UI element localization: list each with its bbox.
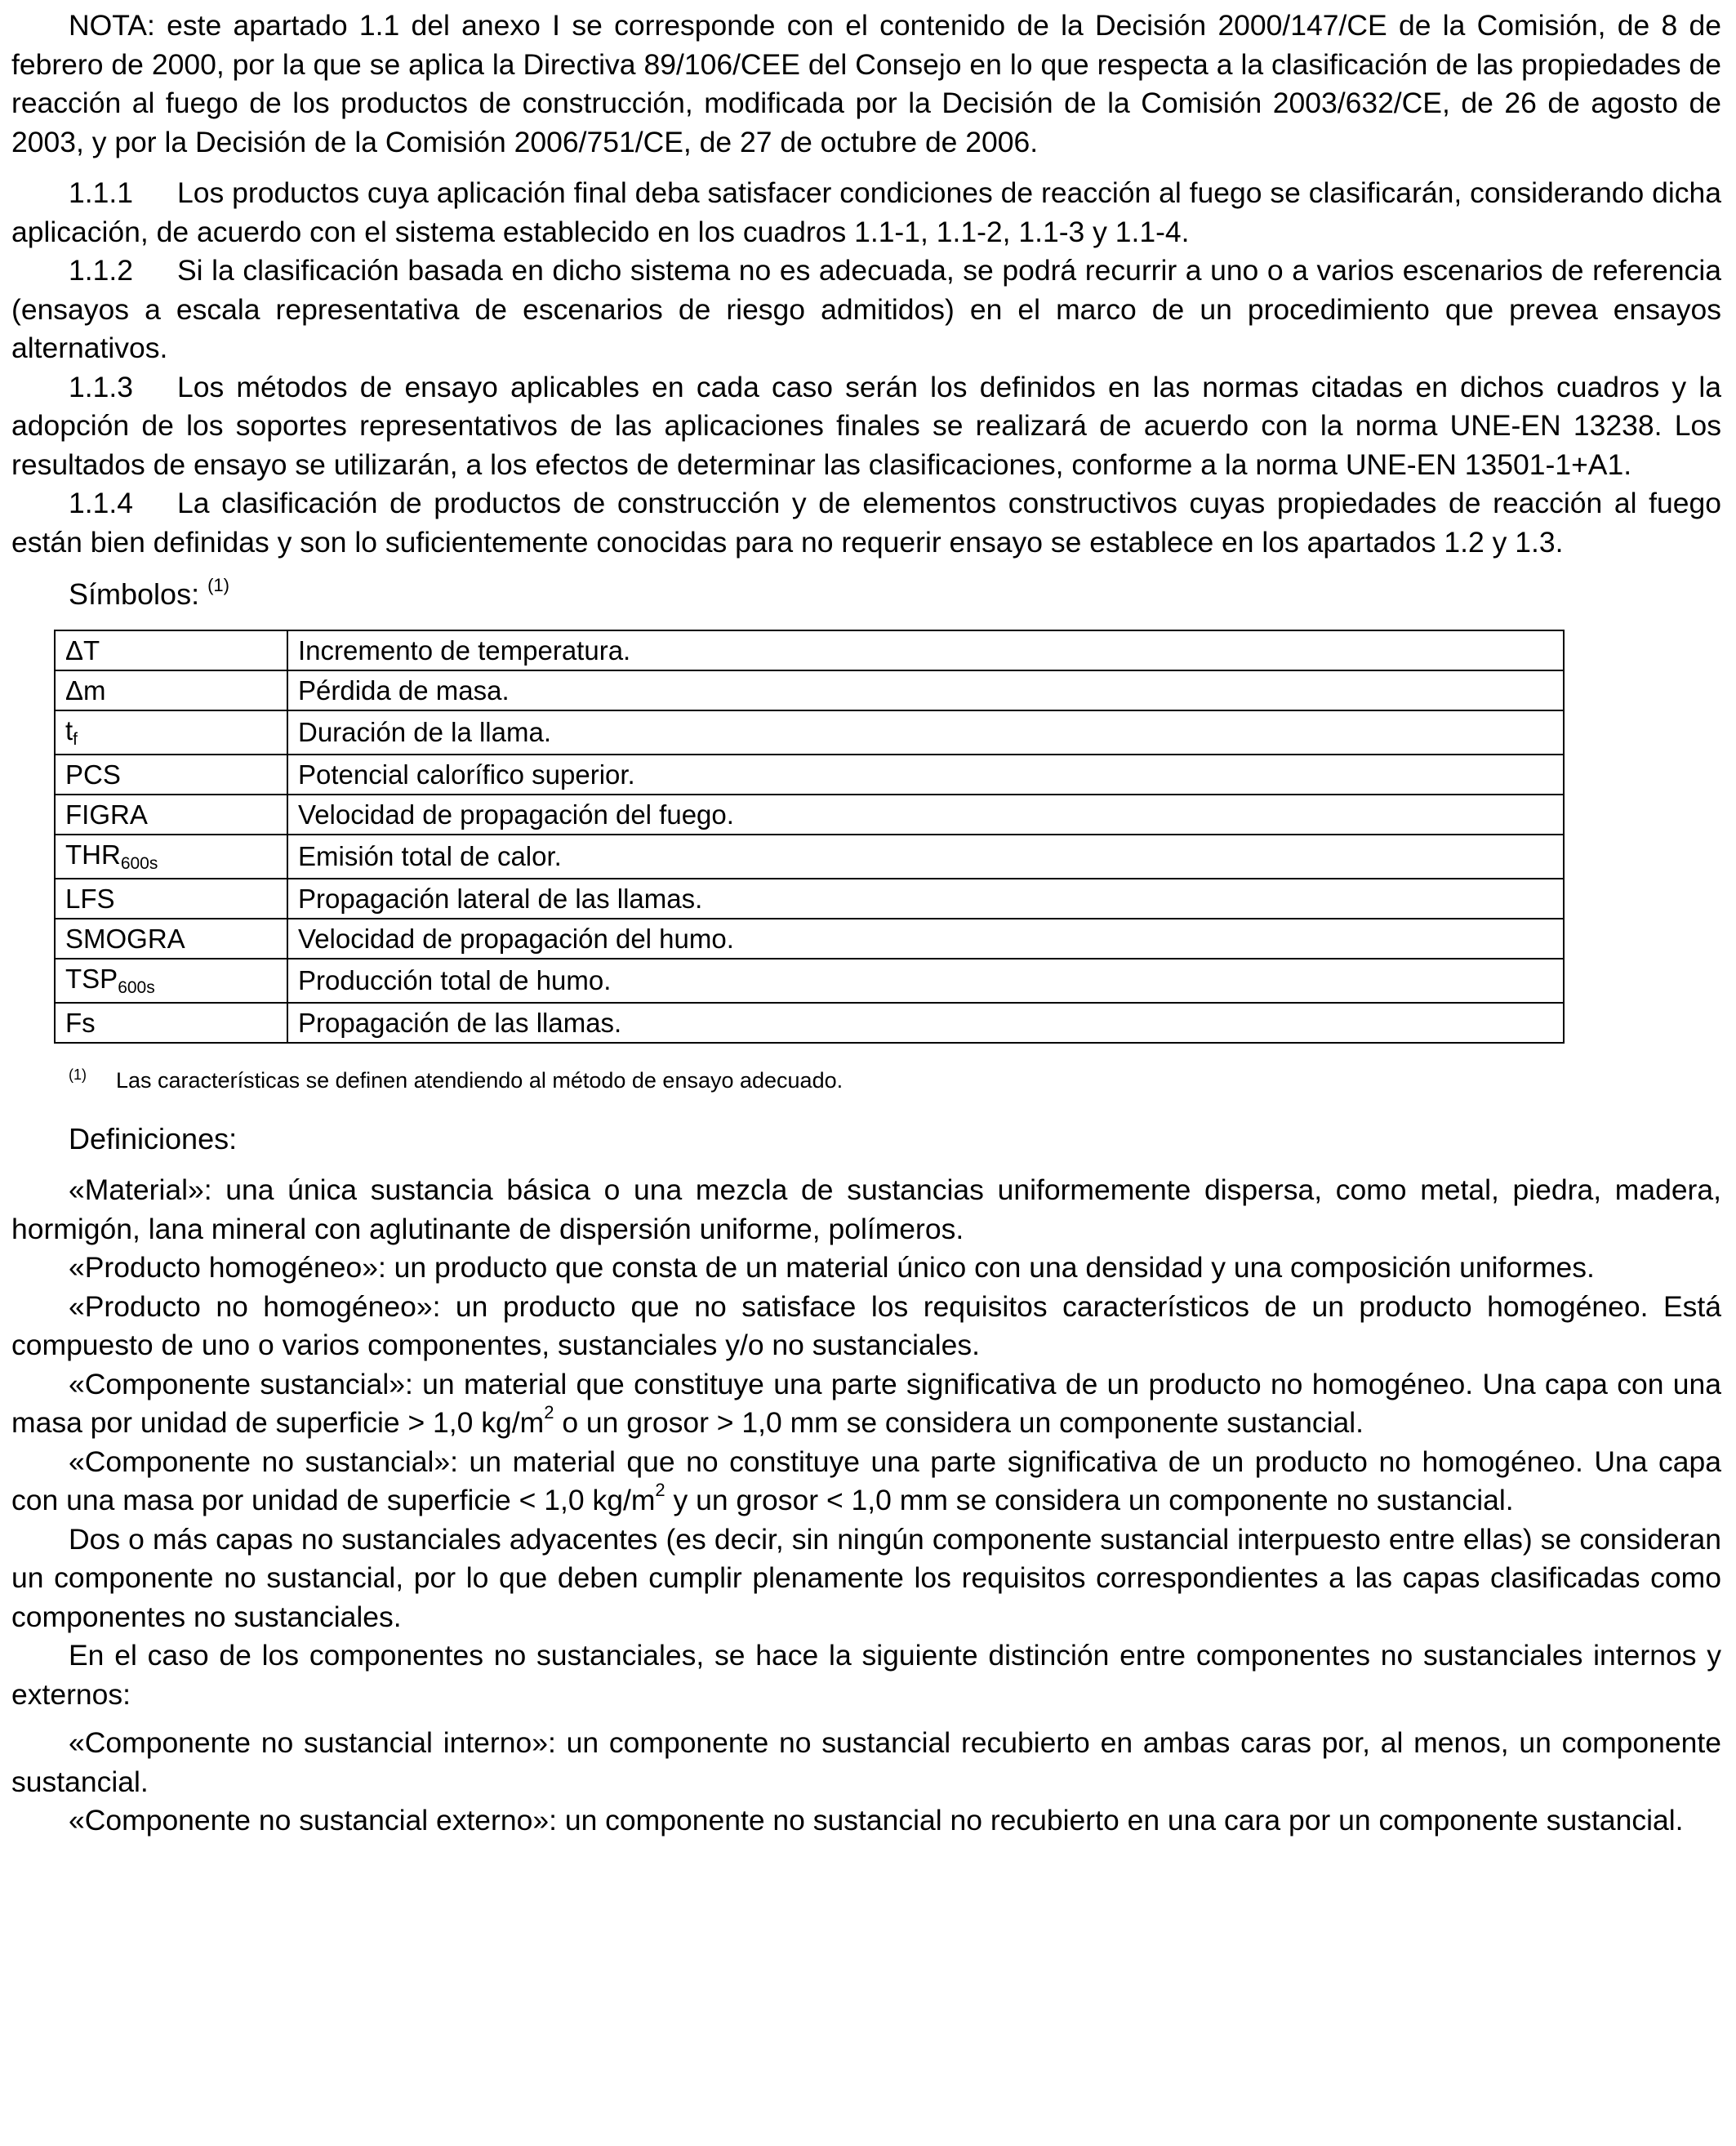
symbol-cell [55, 1003, 287, 1043]
section-number: 1.1.3 [69, 370, 133, 403]
description-cell: Propagación de las llamas. [287, 1003, 1564, 1043]
symbol-cell [55, 835, 287, 879]
description-cell: Potencial calorífico superior. [287, 755, 1564, 795]
table-row [55, 755, 1564, 795]
def-componente-no-sustancial: «Componente no sustancial»: un material que no constituye una parte significativa de un producto no homogéneo. Una capa con una masa por unidad de superficie < 1,0 $kg/m^2$ y un grosor < 1,0 mm se considera un componente no sustancial. [11, 1445, 1721, 1516]
section-1-1-2 [11, 252, 1721, 368]
symbol: FIGRA [65, 799, 148, 830]
footnote-mark: (1) [69, 1066, 87, 1083]
description-cell: Pérdida de masa. [287, 670, 1564, 710]
def-componente-sustancial: «Componente sustancial»: un material que constituye una parte significativa de un producto no homogéneo. Una capa con una masa por unidad de superficie > 1,0 $kg/m^2$ o un grosor > 1,0 mm se considera un componente sustancial. [11, 1367, 1721, 1439]
def-material: «Material»: una única sustancia básica o una mezcla de sustancias uniformemente dispersa, como metal, piedra, madera, hormigón, lana mineral con aglutinante de dispersión uniforme, polímeros. [11, 1173, 1721, 1245]
symbol-cell [55, 959, 287, 1003]
section-number: 1.1.1 [69, 176, 133, 209]
description-cell: Velocidad de propagación del humo. [287, 919, 1564, 959]
document-page [11, 7, 1721, 1841]
section-text: Los productos cuya aplicación final deba satisfacer condiciones de reacción al fuego se clasificarán, considerando dicha aplicación, de acuerdo con el sistema establecido en los cuadros 1.1-1, 1.1-2, 1.1-3 y 1.1-4. [11, 176, 1721, 248]
symbol-cell [55, 670, 287, 710]
def-componente-interno: «Componente no sustancial interno»: un componente no sustancial recubierto en ambas caras por, al menos, un componente sustancial. [11, 1726, 1721, 1798]
section-1-1-3 [11, 368, 1721, 485]
symbol-cell [55, 795, 287, 835]
symbols-footnote [69, 1066, 1736, 1097]
table-row [55, 959, 1564, 1003]
symbol: t [65, 715, 73, 746]
symbol-subscript: 600s [118, 977, 155, 997]
table-row [55, 630, 1564, 670]
section-1-1-1 [11, 174, 1721, 252]
superscript: 2 [655, 1480, 665, 1501]
table-row [55, 795, 1564, 835]
description-cell: Duración de la llama. [287, 710, 1564, 755]
nota-paragraph: NOTA: este apartado 1.1 del anexo I se corresponde con el contenido de la Decisión 2000/147/CE de la Comisión, de 8 de febrero de 2000, por la que se aplica la Directiva 89/106/CEE del Consejo en lo que respecta a la clasificación de las propiedades de reacción al fuego de los productos de construcción, modificada por la Decisión de la Comisión 2003/632/CE, de 26 de agosto de 2003, y por la Decisión de la Comisión 2006/751/CE, de 27 de octubre de 2006. [11, 9, 1721, 158]
definiciones-heading: Definiciones: [69, 1121, 238, 1155]
def-componente-externo: «Componente no sustancial externo»: un componente no sustancial no recubierto en una cara por un componente sustancial. [69, 1804, 1684, 1837]
symbol-subscript: f [73, 729, 78, 749]
description-cell: Propagación lateral de las llamas. [287, 879, 1564, 919]
section-text: Si la clasificación basada en dicho sistema no es adecuada, se podrá recurrir a uno o a varios escenarios de referencia (ensayos a escala representativa de escenarios de riesgo admitidos) en el marco de un procedimiento que prevea ensayos alternativos. [11, 254, 1721, 364]
description-cell: Incremento de temperatura. [287, 630, 1564, 670]
table-row [55, 919, 1564, 959]
table-row [55, 879, 1564, 919]
def-producto-no-homogeneo: «Producto no homogéneo»: un producto que no satisface los requisitos característicos de un producto homogéneo. Está compuesto de uno o varios componentes, sustanciales y/o no sustanciales. [11, 1289, 1721, 1361]
paragraph-distincion: En el caso de los componentes no sustanciales, se hace la siguiente distinción entre componentes no sustanciales internos y externos: [11, 1639, 1721, 1711]
table-row [55, 710, 1564, 755]
symbol: LFS [65, 883, 115, 914]
symbol: PCS [65, 759, 121, 790]
symbol: ΔT [65, 634, 100, 666]
section-number: 1.1.2 [69, 254, 133, 287]
section-text: Los métodos de ensayo aplicables en cada caso serán los definidos en las normas citadas en dichos cuadros y la adopción de los soportes representativos de las aplicaciones finales se realizará de acuerdo con la norma UNE-EN 13238. Los resultados de ensayo se utilizarán, a los efectos de determinar las clasificaciones, conforme a la norma UNE-EN 13501-1+A1. [11, 370, 1721, 481]
section-1-1-4 [11, 484, 1721, 562]
table-row [55, 1003, 1564, 1043]
symbol-cell [55, 755, 287, 795]
symbol: Δm [65, 675, 106, 706]
paragraph-dos-capas: Dos o más capas no sustanciales adyacentes (es decir, sin ningún componente sustancial interpuesto entre ellas) se consideran un componente no sustancial, por lo que deben cumplir plenamente los requisitos correspondientes a las capas clasificadas como componentes no sustanciales. [11, 1522, 1721, 1633]
symbol: TSP [65, 963, 118, 994]
def-producto-homogeneo: «Producto homogéneo»: un producto que consta de un material único con una densidad y una composición uniformes. [69, 1251, 1595, 1284]
footnote-text: Las características se definen atendiendo al método de ensayo adecuado. [116, 1067, 844, 1093]
symbol-subscript: 600s [120, 853, 158, 873]
symbol: SMOGRA [65, 923, 185, 954]
symbol-cell [55, 919, 287, 959]
table-row [55, 670, 1564, 710]
symbol-cell [55, 710, 287, 755]
symbol-cell [55, 630, 287, 670]
simbolos-heading: Símbolos: $^{(1)}$ [69, 575, 229, 611]
superscript: 2 [544, 1402, 554, 1423]
footnote-reference: (1) [207, 575, 229, 595]
description-cell: Producción total de humo. [287, 959, 1564, 1003]
table-row [55, 835, 1564, 879]
symbol-cell [55, 879, 287, 919]
description-cell: Emisión total de calor. [287, 835, 1564, 879]
symbols-table [54, 630, 1565, 1044]
section-text: La clasificación de productos de construcción y de elementos constructivos cuyas propiedades de reacción al fuego están bien definidas y son lo suficientemente conocidas para no requerir ensayo se establece en los apartados 1.2 y 1.3. [11, 487, 1721, 559]
description-cell: Velocidad de propagación del fuego. [287, 795, 1564, 835]
symbol: THR [65, 839, 121, 870]
symbol: Fs [65, 1007, 96, 1038]
section-number: 1.1.4 [69, 487, 133, 519]
